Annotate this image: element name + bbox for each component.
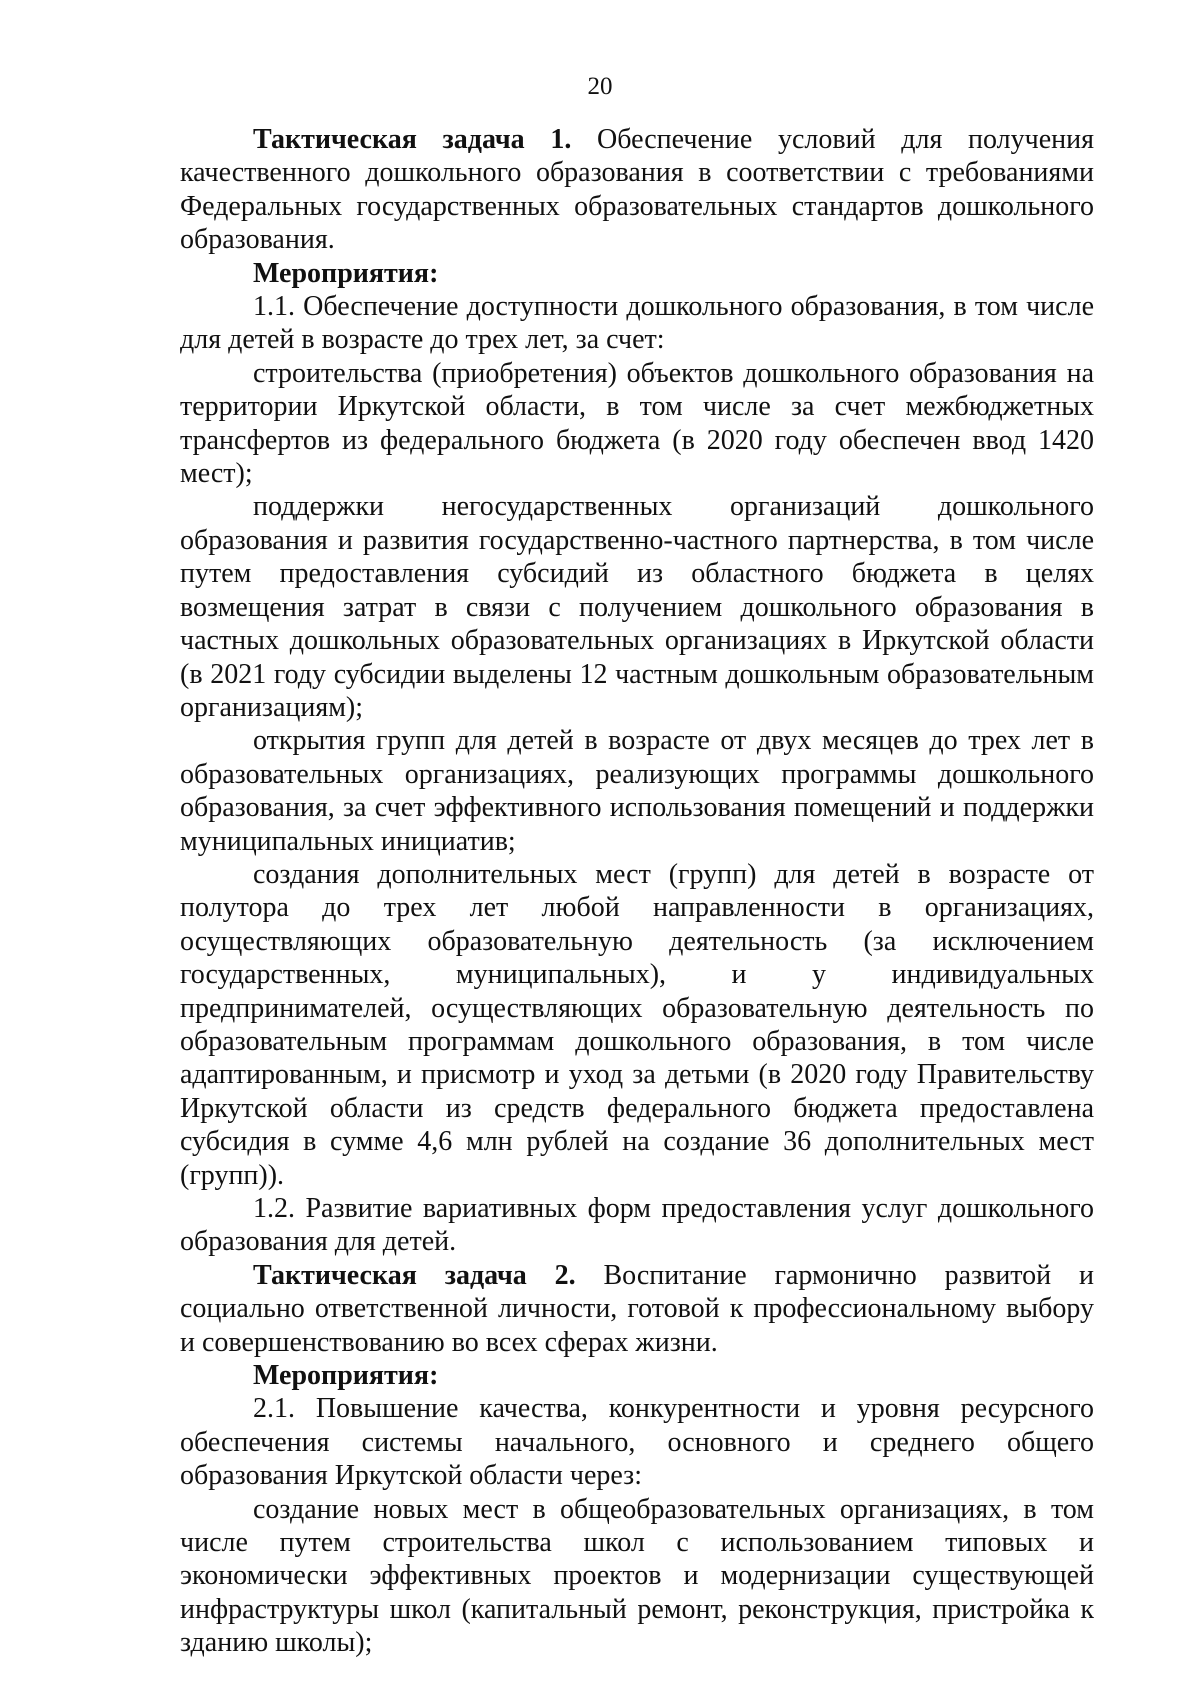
item-1-1-d: создания дополнительных мест (групп) для детей в возрасте от полутора до трех лет любой направленности в организациях, осуществляющих образовательную деятельность (за исключением государственных, муниципальных), и у индивидуальных предпринимателей, осуществляющих образовательную деятельность по образовательным программам дошкольного образования, в том числе адаптированным, и присмотр и уход за детьми (в 2020 году Правительству Иркутской области из средств федерального бюджета предоставлена субсидия в сумме 4,6 млн рублей на создание 36 дополнительных мест (групп)). xyxy=(180,858,1094,1191)
page-number: 20 xyxy=(587,73,613,100)
item-2-1: 2.1. Повышение качества, конкурентности и уровня ресурсного обеспечения системы начального, основного и среднего общего образования Иркутской области через: xyxy=(180,1393,1094,1492)
item-1-2: 1.2. Развитие вариативных форм предоставления услуг дошкольного образования для детей. xyxy=(180,1193,1094,1258)
task-1-text: Обеспечение условий для получения качественного дошкольного образования в соответствии с требованиями Федеральных государственных образовательных стандартов дошкольного образования. xyxy=(180,124,1095,256)
events-heading-1: Мероприятия: xyxy=(253,257,439,289)
task-1-paragraph xyxy=(180,123,1094,257)
item-1-1: 1.1. Обеспечение доступности дошкольного образования, в том числе для детей в возрасте до трех лет, за счет: xyxy=(180,291,1094,356)
task-2-label: Тактическая задача 2. xyxy=(253,1259,576,1291)
events-heading-2: Мероприятия: xyxy=(253,1360,439,1392)
task-2-paragraph xyxy=(180,1259,1094,1359)
document-body xyxy=(180,123,1094,1660)
task-1-label: Тактическая задача 1. xyxy=(253,124,572,155)
item-2-1-a: создание новых мест в общеобразовательных организациях, в том числе путем строительства школ с использованием типовых и экономически эффективных проектов и модернизации существующей инфраструктуры школ (капитальный ремонт, реконструкция, пристройка к зданию школы); xyxy=(180,1493,1094,1659)
item-1-1-c: открытия групп для детей в возрасте от двух месяцев до трех лет в образовательных организациях, реализующих программы дошкольного образования, за счет эффективного использования помещений и поддержки муниципальных инициатив; xyxy=(180,725,1094,857)
task-2-text: Воспитание гармонично развитой и социально ответственной личности, готовой к профессиональному выбору и совершенствованию во всех сферах жизни. xyxy=(180,1259,1094,1358)
item-1-1-b: поддержки негосударственных организаций дошкольного образования и развития государственно-частного партнерства, в том числе путем предоставления субсидий из областного бюджета в целях возмещения затрат в связи с получением дошкольного образования в частных дошкольных образовательных организациях в Иркутской области (в 2021 году субсидии выделены 12 частным дошкольным образовательным организациям); xyxy=(180,491,1094,723)
item-1-1-a: строительства (приобретения) объектов дошкольного образования на территории Иркутской области, в том числе за счет межбюджетных трансфертов из федерального бюджета (в 2020 году обеспечен ввод 1420 мест); xyxy=(180,357,1094,490)
